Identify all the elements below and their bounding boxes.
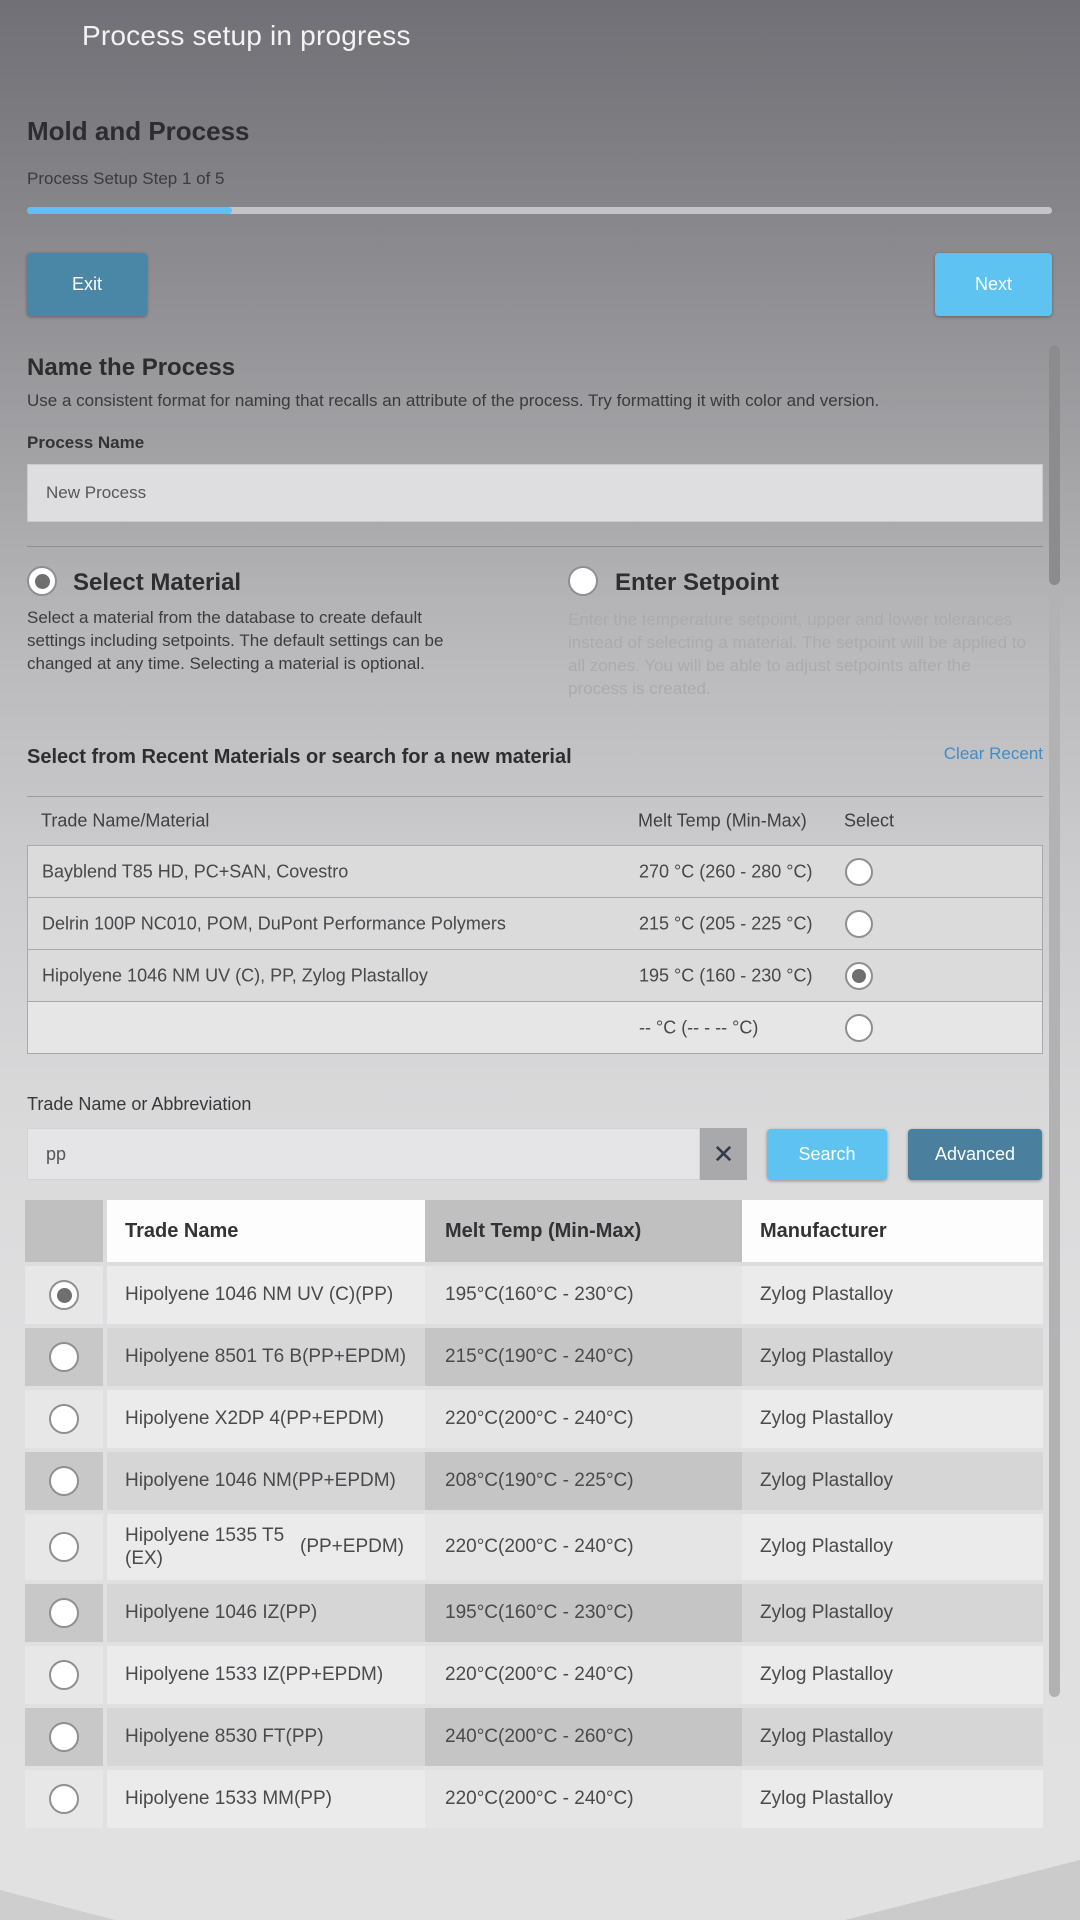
recent-row-melt: 215 °C (205 - 225 °C) — [639, 913, 813, 933]
select-material-label: Select Material — [73, 569, 242, 596]
process-name-label: Process Name — [27, 433, 145, 452]
result-manufacturer: Zylog Plastalloy — [742, 1390, 1043, 1448]
search-button[interactable]: Search — [767, 1129, 887, 1180]
recent-row-name: Delrin 100P NC010, POM, DuPont Performance Polymers — [42, 913, 506, 933]
recent-row-melt: 270 °C (260 - 280 °C) — [639, 861, 813, 881]
search-results-table — [25, 1200, 1043, 1828]
radio-dot — [57, 1288, 72, 1303]
background-corner-left — [0, 1890, 115, 1920]
result-row[interactable] — [25, 1328, 1043, 1386]
result-manufacturer: Zylog Plastalloy — [742, 1708, 1043, 1766]
enter-setpoint-description: Enter the temperature setpoint, upper and lower tolerances instead of selecting a material. The setpoint will be applied to all zones. You will be able to adjust setpoints after the process is created. — [568, 610, 1027, 698]
result-row[interactable] — [25, 1266, 1043, 1324]
recent-row-name: Hipolyene 1046 NM UV (C), PP, Zylog Plastalloy — [42, 965, 428, 985]
recent-row-name: Bayblend T85 HD, PC+SAN, Covestro — [42, 861, 349, 881]
process-name-input[interactable] — [27, 464, 1043, 522]
result-manufacturer: Zylog Plastalloy — [742, 1328, 1043, 1386]
radio-dot — [852, 969, 866, 983]
recent-table-header — [27, 796, 1043, 845]
radio-dot — [35, 574, 50, 589]
result-melt-temp: 195°C(160°C - 230°C) — [425, 1584, 742, 1642]
result-row[interactable] — [25, 1452, 1043, 1510]
recent-row-melt: 195 °C (160 - 230 °C) — [639, 965, 813, 985]
result-manufacturer: Zylog Plastalloy — [742, 1452, 1043, 1510]
result-row[interactable] — [25, 1390, 1043, 1448]
recent-row[interactable] — [28, 1002, 1042, 1054]
results-col-melt: Melt Temp (Min-Max) — [425, 1200, 742, 1262]
result-trade-name: Hipolyene 1535 T5 (EX) — [125, 1525, 285, 1569]
recent-col-name: Trade Name/Material — [41, 810, 210, 831]
result-trade-name: Hipolyene 8501 T6 B(PP+EPDM) — [107, 1328, 425, 1386]
result-row-radio[interactable] — [49, 1404, 79, 1434]
result-row-radio[interactable] — [49, 1598, 79, 1628]
result-melt-temp: 195°C(160°C - 230°C) — [425, 1266, 742, 1324]
recent-row-radio[interactable] — [845, 962, 873, 990]
clear-recent-link[interactable]: Clear Recent — [943, 744, 1043, 763]
recent-row[interactable] — [28, 950, 1042, 1002]
recent-row-radio[interactable] — [845, 910, 873, 938]
recent-materials-table — [27, 796, 1043, 1054]
select-material-radio[interactable] — [27, 566, 57, 596]
recent-col-melt: Melt Temp (Min-Max) — [638, 810, 807, 831]
result-row-radio[interactable] — [49, 1532, 79, 1562]
result-trade-name: Hipolyene 1046 NM UV (C)(PP) — [107, 1266, 425, 1324]
results-header — [25, 1200, 1043, 1262]
results-col-manufacturer: Manufacturer — [742, 1200, 1043, 1262]
result-melt-temp: 220°C(200°C - 240°C) — [425, 1770, 742, 1828]
result-row[interactable] — [25, 1584, 1043, 1642]
recent-row[interactable] — [28, 846, 1042, 898]
results-col-name: Trade Name — [107, 1200, 425, 1262]
background-corner-right — [845, 1860, 1080, 1920]
recent-row[interactable] — [28, 898, 1042, 950]
recent-col-select: Select — [844, 810, 895, 831]
result-trade-name: Hipolyene X2DP 4(PP+EPDM) — [107, 1390, 425, 1448]
result-polymer-family: (PP+EPDM) — [300, 1536, 404, 1557]
result-manufacturer: Zylog Plastalloy — [742, 1646, 1043, 1704]
result-row[interactable] — [25, 1770, 1043, 1828]
clear-search-button[interactable] — [700, 1128, 747, 1180]
result-row-radio[interactable] — [49, 1784, 79, 1814]
result-row[interactable] — [25, 1708, 1043, 1766]
enter-setpoint-radio[interactable] — [568, 566, 598, 596]
result-manufacturer: Zylog Plastalloy — [742, 1514, 1043, 1580]
result-melt-temp: 215°C(190°C - 240°C) — [425, 1328, 742, 1386]
section-divider — [27, 546, 1043, 547]
result-row[interactable] — [25, 1514, 1043, 1580]
enter-setpoint-label: Enter Setpoint — [615, 569, 780, 596]
wizard-title: Mold and Process — [27, 116, 250, 146]
exit-button[interactable]: Exit — [27, 253, 147, 316]
result-melt-temp: 220°C(200°C - 240°C) — [425, 1514, 742, 1580]
result-melt-temp: 220°C(200°C - 240°C) — [425, 1646, 742, 1704]
progress-bar-fill — [27, 207, 232, 214]
result-row[interactable] — [25, 1646, 1043, 1704]
result-manufacturer: Zylog Plastalloy — [742, 1584, 1043, 1642]
scrollbar-thumb[interactable] — [1049, 345, 1060, 585]
result-trade-name: Hipolyene 1046 NM(PP+EPDM) — [107, 1452, 425, 1510]
search-label: Trade Name or Abbreviation — [27, 1094, 252, 1114]
result-row-radio[interactable] — [49, 1342, 79, 1372]
wizard-step-label: Process Setup Step 1 of 5 — [27, 169, 225, 188]
recent-table-body — [27, 845, 1043, 1054]
result-row-radio[interactable] — [49, 1722, 79, 1752]
result-trade-name: Hipolyene 1046 IZ(PP) — [107, 1584, 425, 1642]
select-material-description: Select a material from the database to create default settings including setpoints. The default settings can be changed at any time. Selecting a material is optional. — [27, 608, 444, 673]
result-trade-name: Hipolyene 8530 FT(PP) — [107, 1708, 425, 1766]
result-manufacturer: Zylog Plastalloy — [742, 1770, 1043, 1828]
result-trade-name: Hipolyene 1533 IZ(PP+EPDM) — [107, 1646, 425, 1704]
result-melt-temp: 208°C(190°C - 225°C) — [425, 1452, 742, 1510]
recent-row-melt: -- °C (-- - -- °C) — [639, 1017, 759, 1037]
next-button[interactable]: Next — [935, 253, 1052, 316]
result-row-radio[interactable] — [49, 1280, 79, 1310]
result-trade-name: Hipolyene 1533 MM(PP) — [107, 1770, 425, 1828]
result-row-radio[interactable] — [49, 1466, 79, 1496]
result-melt-temp: 240°C(200°C - 260°C) — [425, 1708, 742, 1766]
progress-bar — [27, 207, 1052, 214]
result-melt-temp: 220°C(200°C - 240°C) — [425, 1390, 742, 1448]
recent-materials-heading: Select from Recent Materials or search for a new material — [27, 746, 572, 768]
search-input[interactable] — [27, 1128, 700, 1180]
result-manufacturer: Zylog Plastalloy — [742, 1266, 1043, 1324]
results-col-select — [25, 1200, 103, 1262]
recent-row-radio[interactable] — [845, 1014, 873, 1042]
name-process-description: Use a consistent format for naming that recalls an attribute of the process. Try formatting it with color and version. — [27, 391, 880, 410]
advanced-button[interactable]: Advanced — [908, 1129, 1042, 1180]
close-icon: ✕ — [712, 1138, 735, 1169]
page-title: Process setup in progress — [82, 20, 411, 51]
result-row-radio[interactable] — [49, 1660, 79, 1690]
name-process-heading: Name the Process — [27, 354, 236, 381]
recent-row-radio[interactable] — [845, 858, 873, 886]
